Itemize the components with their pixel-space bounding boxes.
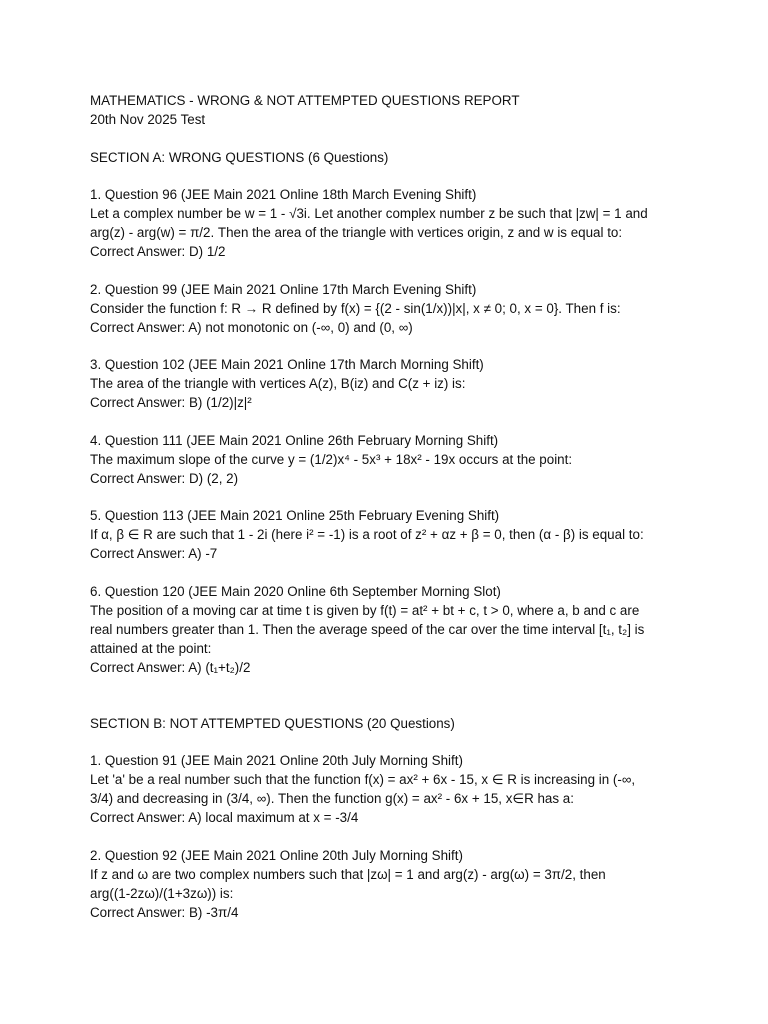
correct-answer: Correct Answer: A) not monotonic on (-∞, 0) and (0, ∞) [90,319,413,335]
question-block [90,506,698,563]
question-text-line: Consider the function f: R → R defined by f(x) = {(2 - sin(1/x))|x|, x ≠ 0; 0, x = 0}. Then f is: [90,300,621,316]
section-b-heading: SECTION B: NOT ATTEMPTED QUESTIONS (20 Questions) [90,715,455,731]
question-text-line: The maximum slope of the curve y = (1/2)x⁴ - 5x³ + 18x² - 19x occurs at the point: [90,451,573,467]
question-text-line: Let 'a' be a real number such that the function f(x) = ax² + 6x - 15, x ∈ R is increasing in (-∞, [90,772,636,787]
question-header: 2. Question 92 (JEE Main 2021 Online 20th July Morning Shift) [90,847,463,863]
question-header: 1. Question 96 (JEE Main 2021 Online 18th March Evening Shift) [90,187,477,202]
correct-answer: Correct Answer: D) (2, 2) [90,470,239,486]
question-block [90,431,698,488]
question-header: 1. Question 91 (JEE Main 2021 Online 20th July Morning Shift) [90,753,463,768]
question-text-line: If α, β ∈ R are such that 1 - 2i (here i² = -1) is a root of z² + αz + β = 0, then (α - β) is equal to: [90,527,644,542]
question-text-line: 3/4) and decreasing in (3/4, ∞). Then the function g(x) = ax² - 6x + 15, x∈R has a: [90,791,574,806]
test-date: 20th Nov 2025 Test [90,112,206,127]
correct-answer: Correct Answer: B) (1/2)|z|² [90,395,252,410]
question-header: 4. Question 111 (JEE Main 2021 Online 26th February Morning Shift) [90,432,499,448]
correct-answer: Correct Answer: B) -3π/4 [90,904,239,920]
question-header: 2. Question 99 (JEE Main 2021 Online 17th March Evening Shift) [90,281,477,297]
section-a-heading: SECTION A: WRONG QUESTIONS (6 Questions) [90,149,389,165]
correct-answer: Correct Answer: D) 1/2 [90,244,226,259]
question-text-line: If z and ω are two complex numbers such that |zω| = 1 and arg(z) - arg(ω) = 3π/2, then [90,866,606,882]
question-text-line: The area of the triangle with vertices A(z), B(iz) and C(z + iz) is: [90,376,466,391]
question-header: 5. Question 113 (JEE Main 2021 Online 25th February Evening Shift) [90,508,500,523]
question-block [90,582,698,677]
question-text-line: Let a complex number be w = 1 - √3i. Let another complex number z be such that |zw| = 1 and [90,206,648,221]
question-block [90,185,698,261]
correct-answer: Correct Answer: A) -7 [90,546,218,561]
report-title: MATHEMATICS - WRONG & NOT ATTEMPTED QUESTIONS REPORT [90,93,520,108]
question-header: 6. Question 120 (JEE Main 2020 Online 6th September Morning Slot) [90,583,501,599]
question-header: 3. Question 102 (JEE Main 2021 Online 17th March Morning Shift) [90,357,484,372]
question-block [90,751,698,827]
question-text-line: The position of a moving car at time t is given by f(t) = at² + bt + c, t > 0, where a, b and c are [90,602,640,618]
question-block [90,280,698,337]
correct-answer: Correct Answer: A) (t₁+t₂)/2 [90,659,251,675]
question-text-line: arg(z) - arg(w) = π/2. Then the area of the triangle with vertices origin, z and w is equal to: [90,225,623,240]
question-block [90,846,698,922]
question-text-line: real numbers greater than 1. Then the average speed of the car over the time interval [t₁, t₂] is [90,621,645,637]
question-block [90,355,698,412]
question-text-line: arg((1-2zω)/(1+3zω)) is: [90,885,234,901]
question-text-line: attained at the point: [90,640,212,656]
correct-answer: Correct Answer: A) local maximum at x = -3/4 [90,810,359,825]
